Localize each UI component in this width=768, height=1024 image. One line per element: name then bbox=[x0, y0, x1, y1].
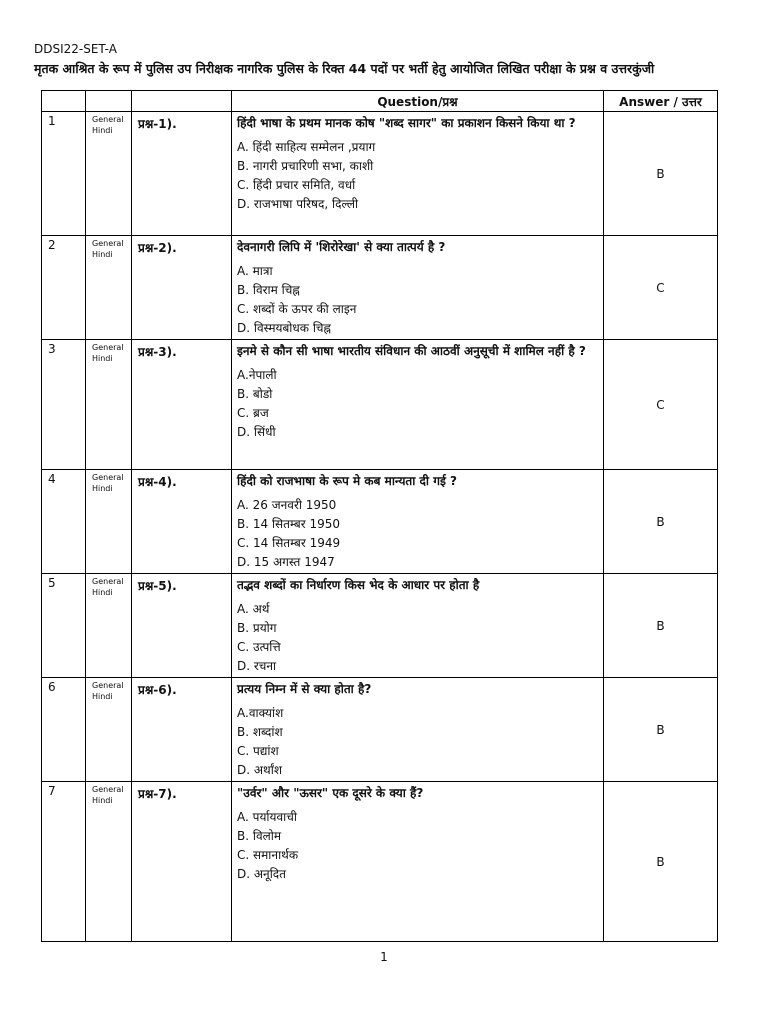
row-number: 7 bbox=[42, 782, 86, 942]
answer-cell: B bbox=[604, 574, 718, 678]
question-text: हिंदी भाषा के प्रथम मानक कोष "शब्द सागर" का प्रकाशन किसने किया था ? bbox=[237, 116, 576, 130]
option-item: D. अनूदित bbox=[237, 867, 287, 881]
option-item: B. शब्दांश bbox=[237, 725, 283, 739]
question-number: प्रश्न-1). bbox=[132, 112, 232, 236]
question-number: प्रश्न-5). bbox=[132, 574, 232, 678]
options-list bbox=[232, 808, 603, 884]
question-number: प्रश्न-3). bbox=[132, 340, 232, 470]
answer-cell: B bbox=[604, 470, 718, 574]
options-list bbox=[232, 366, 603, 442]
option-item: D. विस्मयबोधक चिह्न bbox=[237, 321, 332, 335]
option-item: C. 14 सितम्बर 1949 bbox=[237, 536, 341, 550]
question-cell bbox=[232, 236, 604, 340]
row-number: 4 bbox=[42, 470, 86, 574]
option-item: A. 26 जनवरी 1950 bbox=[237, 498, 337, 512]
question-cell bbox=[232, 470, 604, 574]
answer-cell: C bbox=[604, 340, 718, 470]
subject-cell bbox=[86, 678, 132, 782]
question-text: "उर्वर" और "ऊसर" एक दूसरे के क्या हैं? bbox=[237, 786, 424, 800]
options-list bbox=[232, 262, 603, 338]
subject-line2: Hindi bbox=[92, 484, 113, 493]
question-number: प्रश्न-6). bbox=[132, 678, 232, 782]
subject-line2: Hindi bbox=[92, 126, 113, 135]
document-code: DDSI22-SET-A bbox=[34, 42, 117, 56]
row-number: 1 bbox=[42, 112, 86, 236]
question-cell bbox=[232, 340, 604, 470]
subject-cell bbox=[86, 574, 132, 678]
question-cell bbox=[232, 574, 604, 678]
answer-cell: B bbox=[604, 678, 718, 782]
subject-line1: General bbox=[92, 239, 124, 248]
option-item: B. बोडो bbox=[237, 387, 273, 401]
option-item: C. हिंदी प्रचार समिति, वर्धा bbox=[237, 178, 356, 192]
option-item: D. रचना bbox=[237, 659, 277, 673]
subject-line1: General bbox=[92, 473, 124, 482]
question-cell bbox=[232, 782, 604, 942]
row-number: 2 bbox=[42, 236, 86, 340]
document-title: मृतक आश्रित के रूप में पुलिस उप निरीक्षक नागरिक पुलिस के रिक्त 44 पदों पर भर्ती हेतु आयोजित लिखित परीक्षा के प्रश्न व उत्तरकुंजी bbox=[34, 61, 655, 76]
question-row bbox=[42, 340, 718, 470]
option-item: B. विराम चिह्न bbox=[237, 283, 300, 297]
question-row bbox=[42, 236, 718, 340]
row-number: 3 bbox=[42, 340, 86, 470]
options-list bbox=[232, 704, 603, 780]
question-text: इनमे से कौन सी भाषा भारतीय संविधान की आठवीं अनुसूची में शामिल नहीं है ? bbox=[237, 344, 586, 358]
option-item: B. विलोम bbox=[237, 829, 282, 843]
answer-cell: B bbox=[604, 112, 718, 236]
option-item: D. 15 अगस्त 1947 bbox=[237, 555, 335, 569]
question-text: हिंदी को राजभाषा के रूप मे कब मान्यता दी गई ? bbox=[237, 474, 457, 488]
option-item: A. पर्यायवाची bbox=[237, 810, 297, 824]
question-number: प्रश्न-2). bbox=[132, 236, 232, 340]
row-number: 6 bbox=[42, 678, 86, 782]
subject-cell bbox=[86, 782, 132, 942]
question-cell bbox=[232, 678, 604, 782]
answer-cell: C bbox=[604, 236, 718, 340]
question-text: तद्भव शब्दों का निर्धारण किस भेद के आधार पर होता है bbox=[237, 578, 480, 592]
option-item: A.वाक्यांश bbox=[237, 706, 284, 720]
options-list bbox=[232, 600, 603, 676]
answer-key-table bbox=[41, 90, 718, 942]
option-item: C. शब्दों के ऊपर की लाइन bbox=[237, 302, 357, 316]
subject-line1: General bbox=[92, 577, 124, 586]
answer-header: Answer / उत्तर bbox=[604, 91, 718, 112]
page-number: 1 bbox=[380, 950, 388, 964]
subject-line1: General bbox=[92, 115, 124, 124]
option-item: D. राजभाषा परिषद, दिल्ली bbox=[237, 197, 359, 211]
subject-line1: General bbox=[92, 785, 124, 794]
question-number: प्रश्न-7). bbox=[132, 782, 232, 942]
row-number: 5 bbox=[42, 574, 86, 678]
option-item: C. पद्यांश bbox=[237, 744, 279, 758]
question-text: देवनागरी लिपि में 'शिरोरेखा' से क्या तात्पर्य है ? bbox=[237, 240, 446, 254]
answer-cell: B bbox=[604, 782, 718, 942]
options-list bbox=[232, 138, 603, 214]
question-text: प्रत्यय निम्न में से क्या होता है? bbox=[237, 682, 372, 696]
option-item: C. समानार्थक bbox=[237, 848, 299, 862]
subject-line2: Hindi bbox=[92, 250, 113, 259]
question-row bbox=[42, 112, 718, 236]
subject-line2: Hindi bbox=[92, 588, 113, 597]
options-list bbox=[232, 496, 603, 572]
question-row bbox=[42, 678, 718, 782]
question-row bbox=[42, 470, 718, 574]
subject-line1: General bbox=[92, 681, 124, 690]
table-header-row bbox=[42, 91, 718, 112]
option-item: A. मात्रा bbox=[237, 264, 273, 278]
subject-line2: Hindi bbox=[92, 796, 113, 805]
option-item: A. अर्थ bbox=[237, 602, 270, 616]
subject-line2: Hindi bbox=[92, 354, 113, 363]
subject-line1: General bbox=[92, 343, 124, 352]
option-item: A.नेपाली bbox=[237, 368, 277, 382]
option-item: C. ब्रज bbox=[237, 406, 269, 420]
subject-cell bbox=[86, 112, 132, 236]
subject-cell bbox=[86, 470, 132, 574]
option-item: B. 14 सितम्बर 1950 bbox=[237, 517, 341, 531]
question-row bbox=[42, 574, 718, 678]
option-item: B. नागरी प्रचारिणी सभा, काशी bbox=[237, 159, 374, 173]
question-row bbox=[42, 782, 718, 942]
question-header: Question/प्रश्न bbox=[232, 91, 604, 112]
subject-cell bbox=[86, 236, 132, 340]
subject-cell bbox=[86, 340, 132, 470]
option-item: D. सिंधी bbox=[237, 425, 276, 439]
option-item: C. उत्पत्ति bbox=[237, 640, 281, 654]
question-number: प्रश्न-4). bbox=[132, 470, 232, 574]
question-cell bbox=[232, 112, 604, 236]
subject-line2: Hindi bbox=[92, 692, 113, 701]
option-item: B. प्रयोग bbox=[237, 621, 277, 635]
option-item: A. हिंदी साहित्य सम्मेलन ,प्रयाग bbox=[237, 140, 376, 154]
option-item: D. अर्थांश bbox=[237, 763, 282, 777]
